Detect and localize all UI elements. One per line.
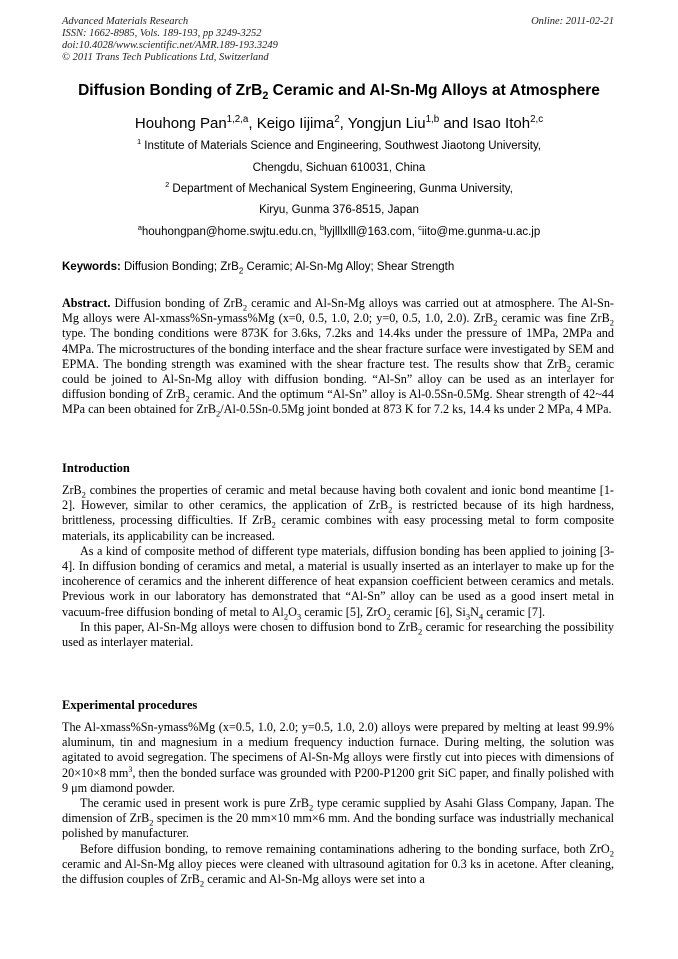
experimental-body: The Al-xmass%Sn-ymass%Mg (x=0.5, 1.0, 2.0; y=0.5, 1.0, 2.0) alloys were prepared by melting at least 99.9% aluminum, tin and magnesium in a medium frequency induction furnace. During melting, the solution was agitated to avoid segregation. The specimens of Al-Sn-Mg alloys were firstly cut into pieces with dimensions of 20×10×8 $mm^3$, then the bonded surface was grounded with P200-P1200 grit SiC paper, and finally polished with 9 μm diamond powder. The ceramic used in present work is pure ZrB$_2$ type ceramic supplied by Asahi Glass Company, Japan. The dimension of ZrB$_2$ specimen is the 20 mm×10 mm×6 mm. And the bonding surface was industrially mechanical polished by manufacturer. Before diffusion bonding, to remove remaining contaminations adhering to the bonding surface, both ZrO$_2$ ceramic and Al-Sn-Mg alloy pieces were cleaned with ultrasound agitation for 0.3 ks in acetone. After cleaning, the diffusion couples of ZrB$_2$ ceramic and Al-Sn-Mg alloys were set into a bbox=[62, 720, 614, 889]
affiliation-1-address: Chengdu, Sichuan 610031, China bbox=[252, 162, 426, 174]
copyright-line: © 2011 Trans Tech Publications Ltd, Switzerland bbox=[62, 52, 269, 63]
affiliation-1: $^1$ Institute of Materials Science and Engineering, Southwest Jiaotong University, bbox=[136, 137, 542, 152]
affiliation-2: $^2$ Department of Mechanical System Engineering, Gunma University, bbox=[165, 180, 513, 195]
paper-title: Diffusion Bonding of ZrB$_2$ Ceramic and Al-Sn-Mg Alloys at Atmosphere bbox=[78, 82, 600, 103]
experimental-heading: Experimental procedures bbox=[62, 698, 198, 712]
journal-name: Advanced Materials Research bbox=[62, 16, 189, 27]
introduction-body: ZrB$_2$ combines the properties of ceramic and metal because having both covalent and ionic bond meantime [1-2]. However, similar to other ceramics, the application of ZrB$_2$ is restricted because of its high hardness, brittleness, processing difficulties. If ZrB$_2$ ceramic combines with easy processing metal to form composite materials, its applicability can be increased. As a kind of composite method of different type materials, diffusion bonding has been applied to joining [3-4]. In diffusion bonding of ceramics and metal, a material is usually inserted as an interlayer to make up for the incoherence of ceramics and the inherent difference of heat expansion coefficient between ceramics and metals. Previous work in our laboratory has demonstrated that “Al-Sn” alloy can be used as a good insert metal in vacuum-free diffusion bonding of metal to $Al_2O_3$ ceramic [5], ZrO$_2$ ceramic [6], $Si_3N_4$ ceramic [7]. In this paper, Al-Sn-Mg alloys were chosen to diffusion bond to ZrB$_2$ ceramic for researching the possibility used as interlayer material. bbox=[62, 483, 614, 650]
affiliation-2-address: Kiryu, Gunma 376-8515, Japan bbox=[259, 204, 419, 216]
introduction-heading: Introduction bbox=[62, 461, 130, 475]
keywords: Keywords: Diffusion Bonding; ZrB$_2$ Ceramic; Al-Sn-Mg Alloy; Shear Strength bbox=[62, 261, 455, 276]
doi-line: doi:10.4028/www.scientific.net/AMR.189-193.3249 bbox=[62, 40, 278, 51]
author-emails: $^a$houhongpan@home.swjtu.edu.cn, $^b$lyjlllxlll@163.com, $^c$iito@me.gunma-u.ac.jp bbox=[137, 223, 541, 238]
issn-line: ISSN: 1662-8985, Vols. 189-193, pp 3249-3252 bbox=[62, 28, 262, 39]
abstract: Abstract. Diffusion bonding of ZrB$_2$ ceramic and Al-Sn-Mg alloys was carried out at atmosphere. The Al-Sn-Mg alloys were Al-xmass%Sn-ymass%Mg (x=0, 0.5, 1.0, 2.0; y=0, 0.5, 1.0, 2.0). ZrB$_2$ ceramic was fine ZrB$_2$ type. The bonding conditions were 873K for 3.6ks, 7.2ks and 14.4ks under the pressure of 1MPa, 2MPa and 4MPa. The microstructures of the bonding interface and the shear fracture surface were investigated by SEM and EPMA. The bonding strength was examined with the shear fracture test. The results show that ZrB$_2$ ceramic could be joined to Al-Sn-Mg alloy with diffusion bonding. “Al-Sn” alloy can be used as an interlayer for diffusion bonding of ZrB$_2$ ceramic. And the optimum “Al-Sn” alloy is Al-0.5Sn-0.5Mg. Shear strength of 42~44 MPa can been obtained for ZrB$_2$/Al-0.5Sn-0.5Mg joint bonded at 873 K for 7.2 ks, 14.4 ks under 2 MPa, 4 MPa. bbox=[62, 296, 614, 419]
author-list: Houhong Pan$^{1,2,a}$, Keigo Iijima$^2$, Yongjun Liu$^{1,b}$ and Isao Itoh$^{2,c}$ bbox=[134, 114, 544, 132]
online-date: Online: 2011-02-21 bbox=[531, 16, 614, 27]
